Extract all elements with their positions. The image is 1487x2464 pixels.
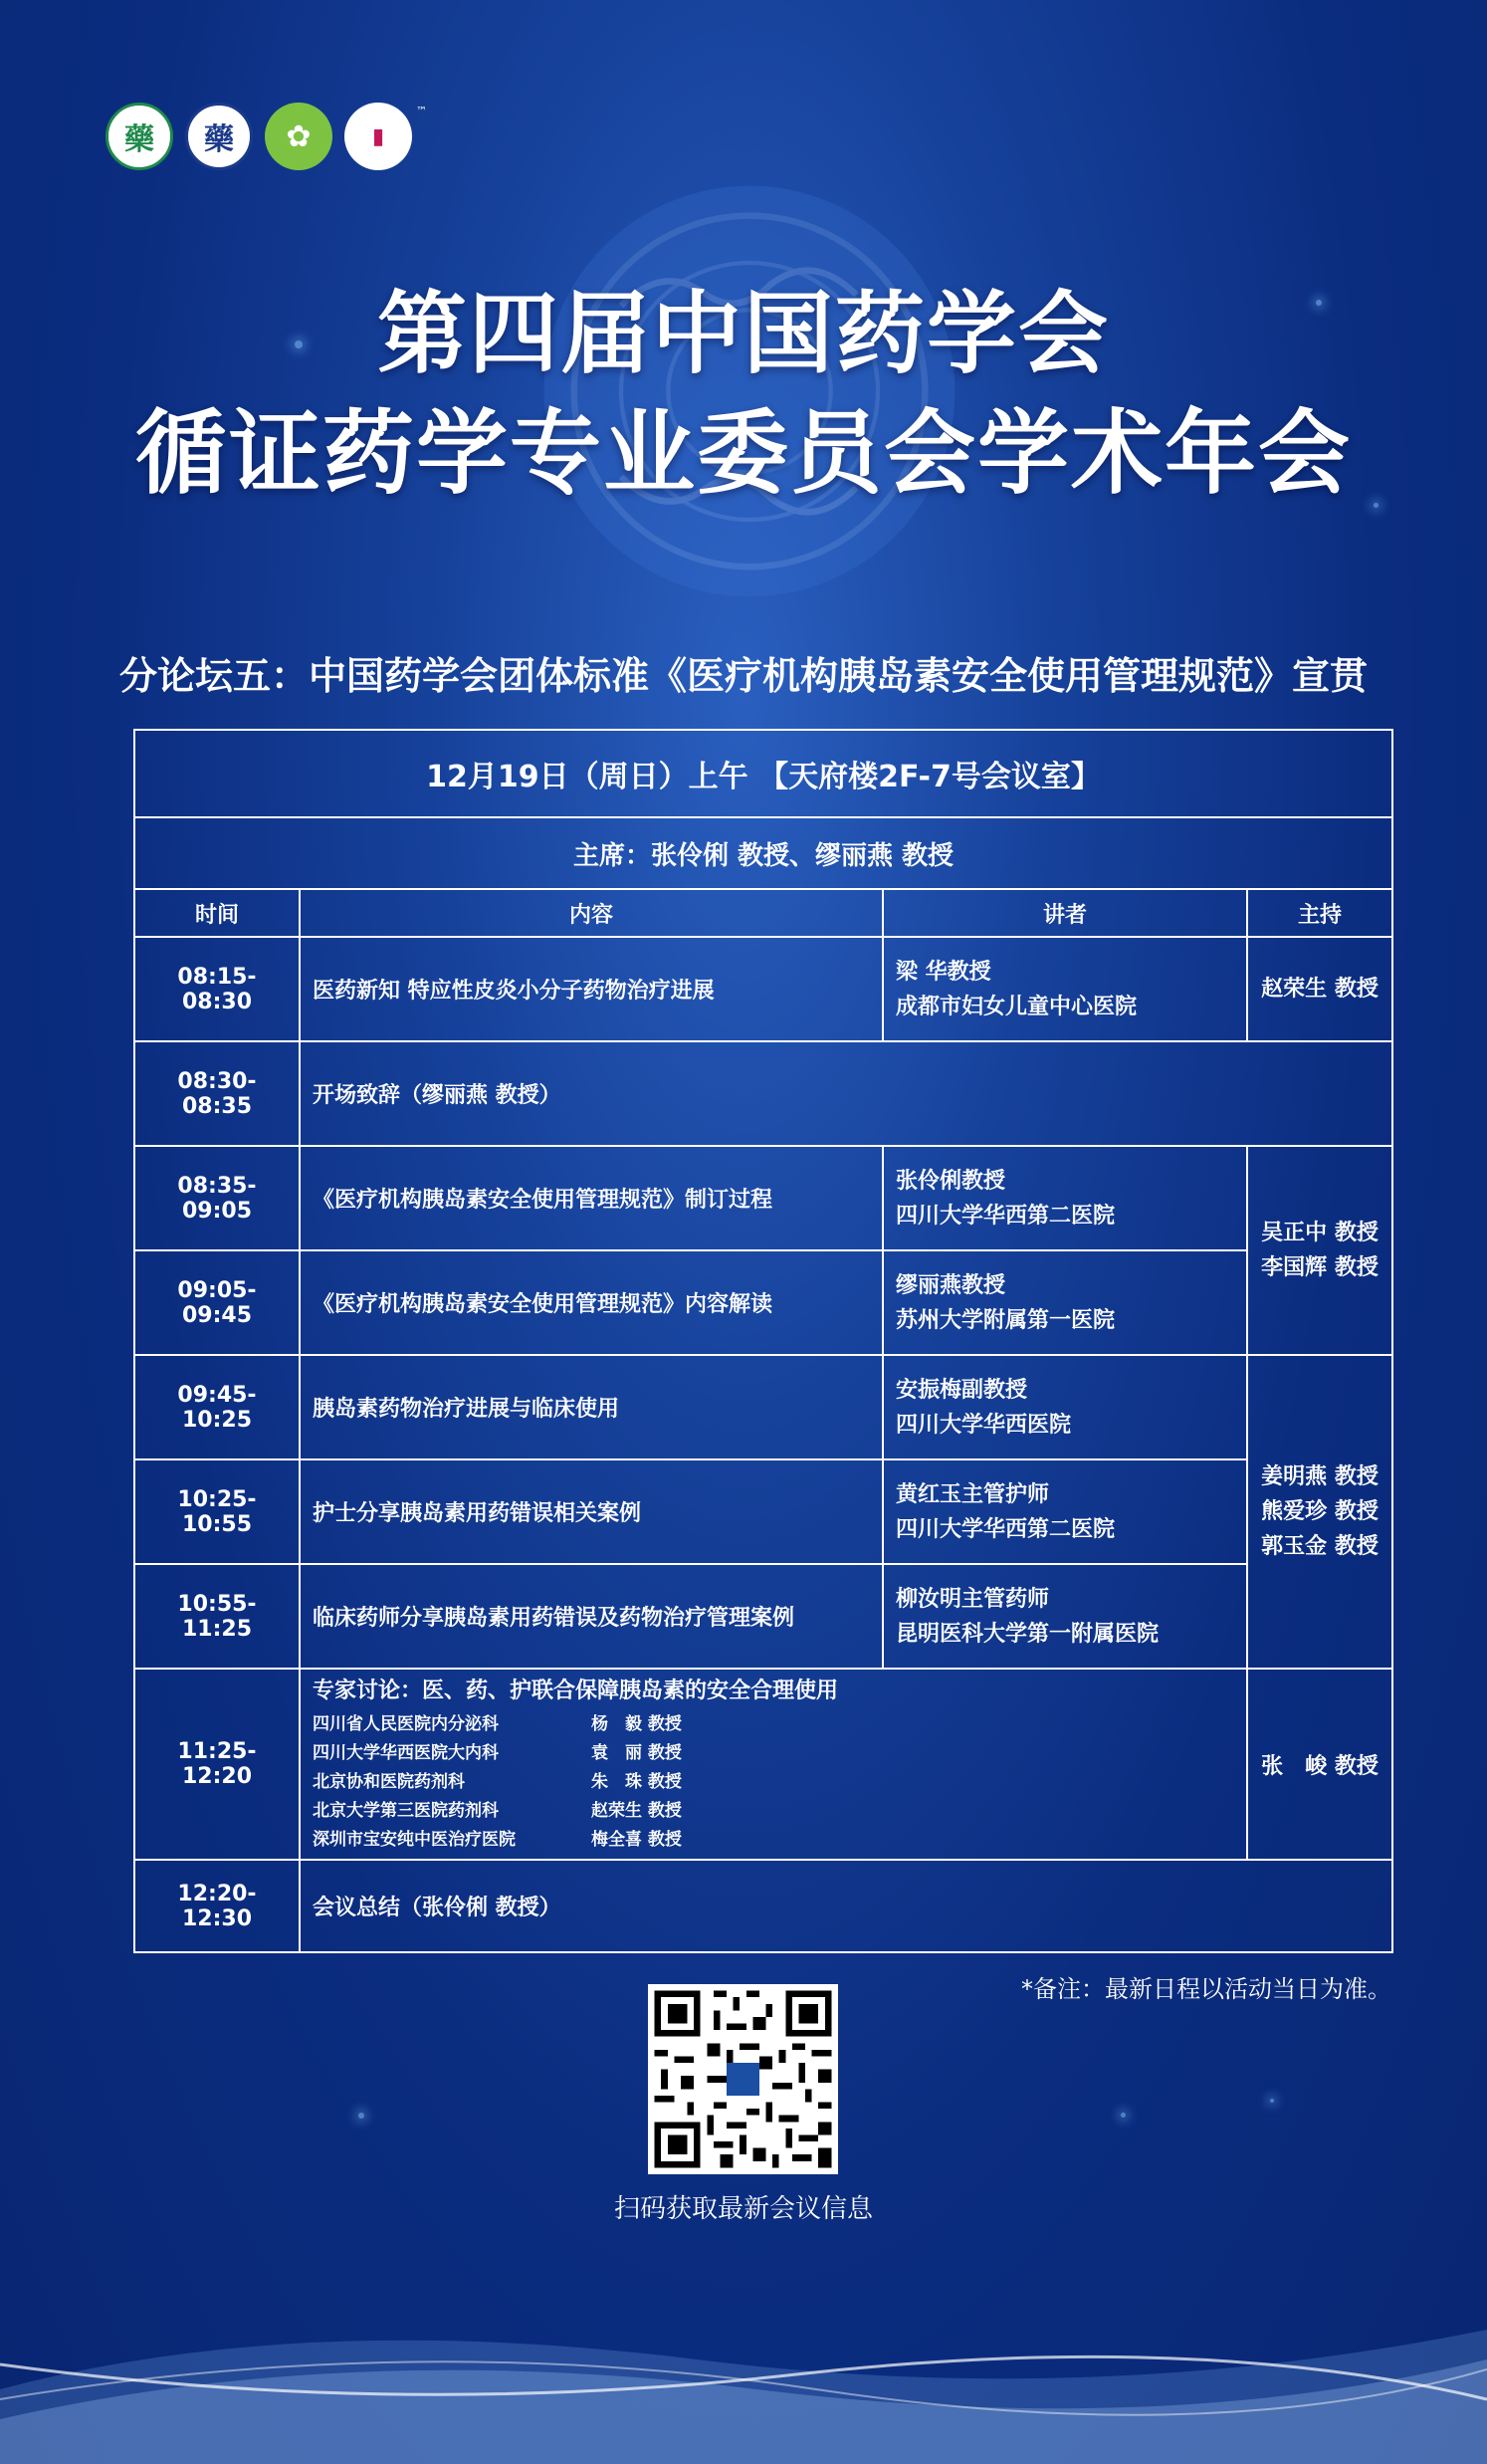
session-time: 08:35-09:05: [134, 1146, 300, 1250]
session-speaker: [883, 1564, 1247, 1669]
table-row: [134, 1355, 1392, 1459]
session-host: [1247, 937, 1392, 1041]
panel-member-name: 梅全喜 教授: [591, 1830, 682, 1850]
panel-content: [300, 1669, 1247, 1860]
speaker-affiliation: 成都市妇女儿童中心医院: [896, 994, 1138, 1019]
session-content: 开场致辞（缪丽燕 教授）: [300, 1041, 1392, 1146]
session-time: 11:25-12:20: [134, 1669, 300, 1860]
header-host: 主持: [1247, 889, 1392, 937]
panel-member-name: 杨 毅 教授: [591, 1714, 682, 1734]
qr-caption: 扫码获取最新会议信息: [613, 2194, 873, 2224]
speaker-affiliation: 四川大学华西第二医院: [896, 1516, 1116, 1542]
trademark-mark: ™: [416, 105, 427, 117]
header-time: 时间: [134, 889, 300, 937]
host-name: 熊爱珍 教授: [1261, 1499, 1379, 1524]
header-content: 内容: [300, 889, 883, 937]
schedule-table: [133, 729, 1393, 1953]
panel-member-name: 袁 丽 教授: [591, 1743, 682, 1763]
session-content: 胰岛素药物治疗进展与临床使用: [300, 1355, 883, 1459]
header-speaker: 讲者: [883, 889, 1247, 937]
table-row: [134, 1041, 1392, 1146]
session-time: 09:45-10:25: [134, 1355, 300, 1459]
panel-member-name: 赵荣生 教授: [591, 1801, 682, 1821]
schedule-note: *备注：最新日程以活动当日为准。: [1021, 1975, 1391, 2003]
chair-row: [134, 817, 1392, 889]
speaker-name: 梁 华教授: [896, 959, 991, 985]
speaker-name: 张伶俐教授: [896, 1168, 1006, 1194]
session-time: 08:30-08:35: [134, 1041, 300, 1146]
header-row: [134, 889, 1392, 937]
chair-cell: 主席：张伶俐 教授、缪丽燕 教授: [134, 817, 1392, 889]
host-name: 郭玉金 教授: [1261, 1534, 1379, 1559]
table-row: [134, 937, 1392, 1041]
qr-code-icon[interactable]: [648, 1984, 838, 2174]
evidence-committee-logo-icon: ✿: [265, 103, 332, 170]
session-content: 护士分享胰岛素用药错误相关案例: [300, 1459, 883, 1564]
session-host: [1247, 1146, 1392, 1355]
session-content: 医药新知 特应性皮炎小分子药物治疗进展: [300, 937, 883, 1041]
speaker-name: 柳汝明主管药师: [896, 1586, 1050, 1612]
closing-row: [134, 1860, 1392, 1952]
session-content: 《医疗机构胰岛素安全使用管理规范》制订过程: [300, 1146, 883, 1250]
panel-member-institution: 四川省人民医院内分泌科: [313, 1714, 499, 1734]
session-speaker: [883, 1355, 1247, 1459]
session-host: 张 峻 教授: [1247, 1669, 1392, 1860]
speaker-name: 安振梅副教授: [896, 1377, 1028, 1403]
panel-title: 专家讨论：医、药、护联合保障胰岛素的安全合理使用: [313, 1679, 839, 1703]
sparkle: [1270, 2099, 1274, 2103]
session-content: 临床药师分享胰岛素用药错误及药物治疗管理案例: [300, 1564, 883, 1669]
host-name: 姜明燕 教授: [1261, 1464, 1379, 1489]
sparkle: [1121, 2113, 1126, 2118]
session-speaker: [883, 1459, 1247, 1564]
host-name: 李国辉 教授: [1261, 1255, 1379, 1280]
host-name: 吴正中 教授: [1261, 1221, 1379, 1245]
panel-member-institution: 四川大学华西医院大内科: [313, 1743, 499, 1763]
main-title-line-2: 循证药学专业委员会学术年会: [134, 400, 1352, 507]
decorative-waves-icon: [0, 2270, 1487, 2464]
panel-member: [313, 1710, 1234, 1739]
panel-member-name: 朱 珠 教授: [591, 1772, 682, 1792]
session-time: 12:20-12:30: [134, 1860, 300, 1952]
session-speaker: [883, 1250, 1247, 1355]
session-speaker: [883, 1146, 1247, 1250]
table-row: [134, 1564, 1392, 1669]
society-seal-icon: 藥: [106, 103, 173, 170]
speaker-name: 黄红玉主管护师: [896, 1481, 1050, 1507]
session-content: 会议总结（张伶俐 教授）: [300, 1860, 1392, 1952]
date-row: [134, 730, 1392, 817]
session-time: 10:25-10:55: [134, 1459, 300, 1564]
table-row: [134, 1459, 1392, 1564]
panel-row: [134, 1669, 1392, 1860]
main-title-line-1: 第四届中国药学会: [377, 282, 1110, 386]
session-host: [1247, 1355, 1392, 1669]
session-content: 《医疗机构胰岛素安全使用管理规范》内容解读: [300, 1250, 883, 1355]
date-venue-cell: 12月19日（周日）上午 【天府楼2F-7号会议室】: [134, 730, 1392, 817]
panel-member: [313, 1826, 1234, 1855]
table-row: [134, 1250, 1392, 1355]
panel-member: [313, 1797, 1234, 1826]
logo-strip: [106, 103, 427, 170]
sichuan-society-seal-icon: 藥: [185, 103, 253, 170]
speaker-name: 缪丽燕教授: [896, 1272, 1006, 1298]
pharmacy-partner-logo-icon: ▮: [344, 103, 412, 170]
sparkle: [358, 2113, 364, 2119]
session-time: 10:55-11:25: [134, 1564, 300, 1669]
speaker-affiliation: 四川大学华西第二医院: [896, 1203, 1116, 1229]
panel-member-institution: 深圳市宝安纯中医治疗医院: [313, 1830, 516, 1850]
panel-member: [313, 1739, 1234, 1768]
panel-member-institution: 北京大学第三医院药剂科: [313, 1801, 499, 1821]
host-name: 赵荣生 教授: [1261, 977, 1379, 1002]
panel-member: [313, 1768, 1234, 1797]
session-time: 09:05-09:45: [134, 1250, 300, 1355]
panel-member-institution: 北京协和医院药剂科: [313, 1772, 465, 1792]
session-speaker: [883, 937, 1247, 1041]
table-row: [134, 1146, 1392, 1250]
forum-subtitle: 分论坛五：中国药学会团体标准《医疗机构胰岛素安全使用管理规范》宣贯: [118, 654, 1368, 698]
speaker-affiliation: 昆明医科大学第一附属医院: [896, 1621, 1160, 1647]
speaker-affiliation: 四川大学华西医院: [896, 1412, 1072, 1438]
speaker-affiliation: 苏州大学附属第一医院: [896, 1307, 1116, 1333]
session-time: 08:15-08:30: [134, 937, 300, 1041]
